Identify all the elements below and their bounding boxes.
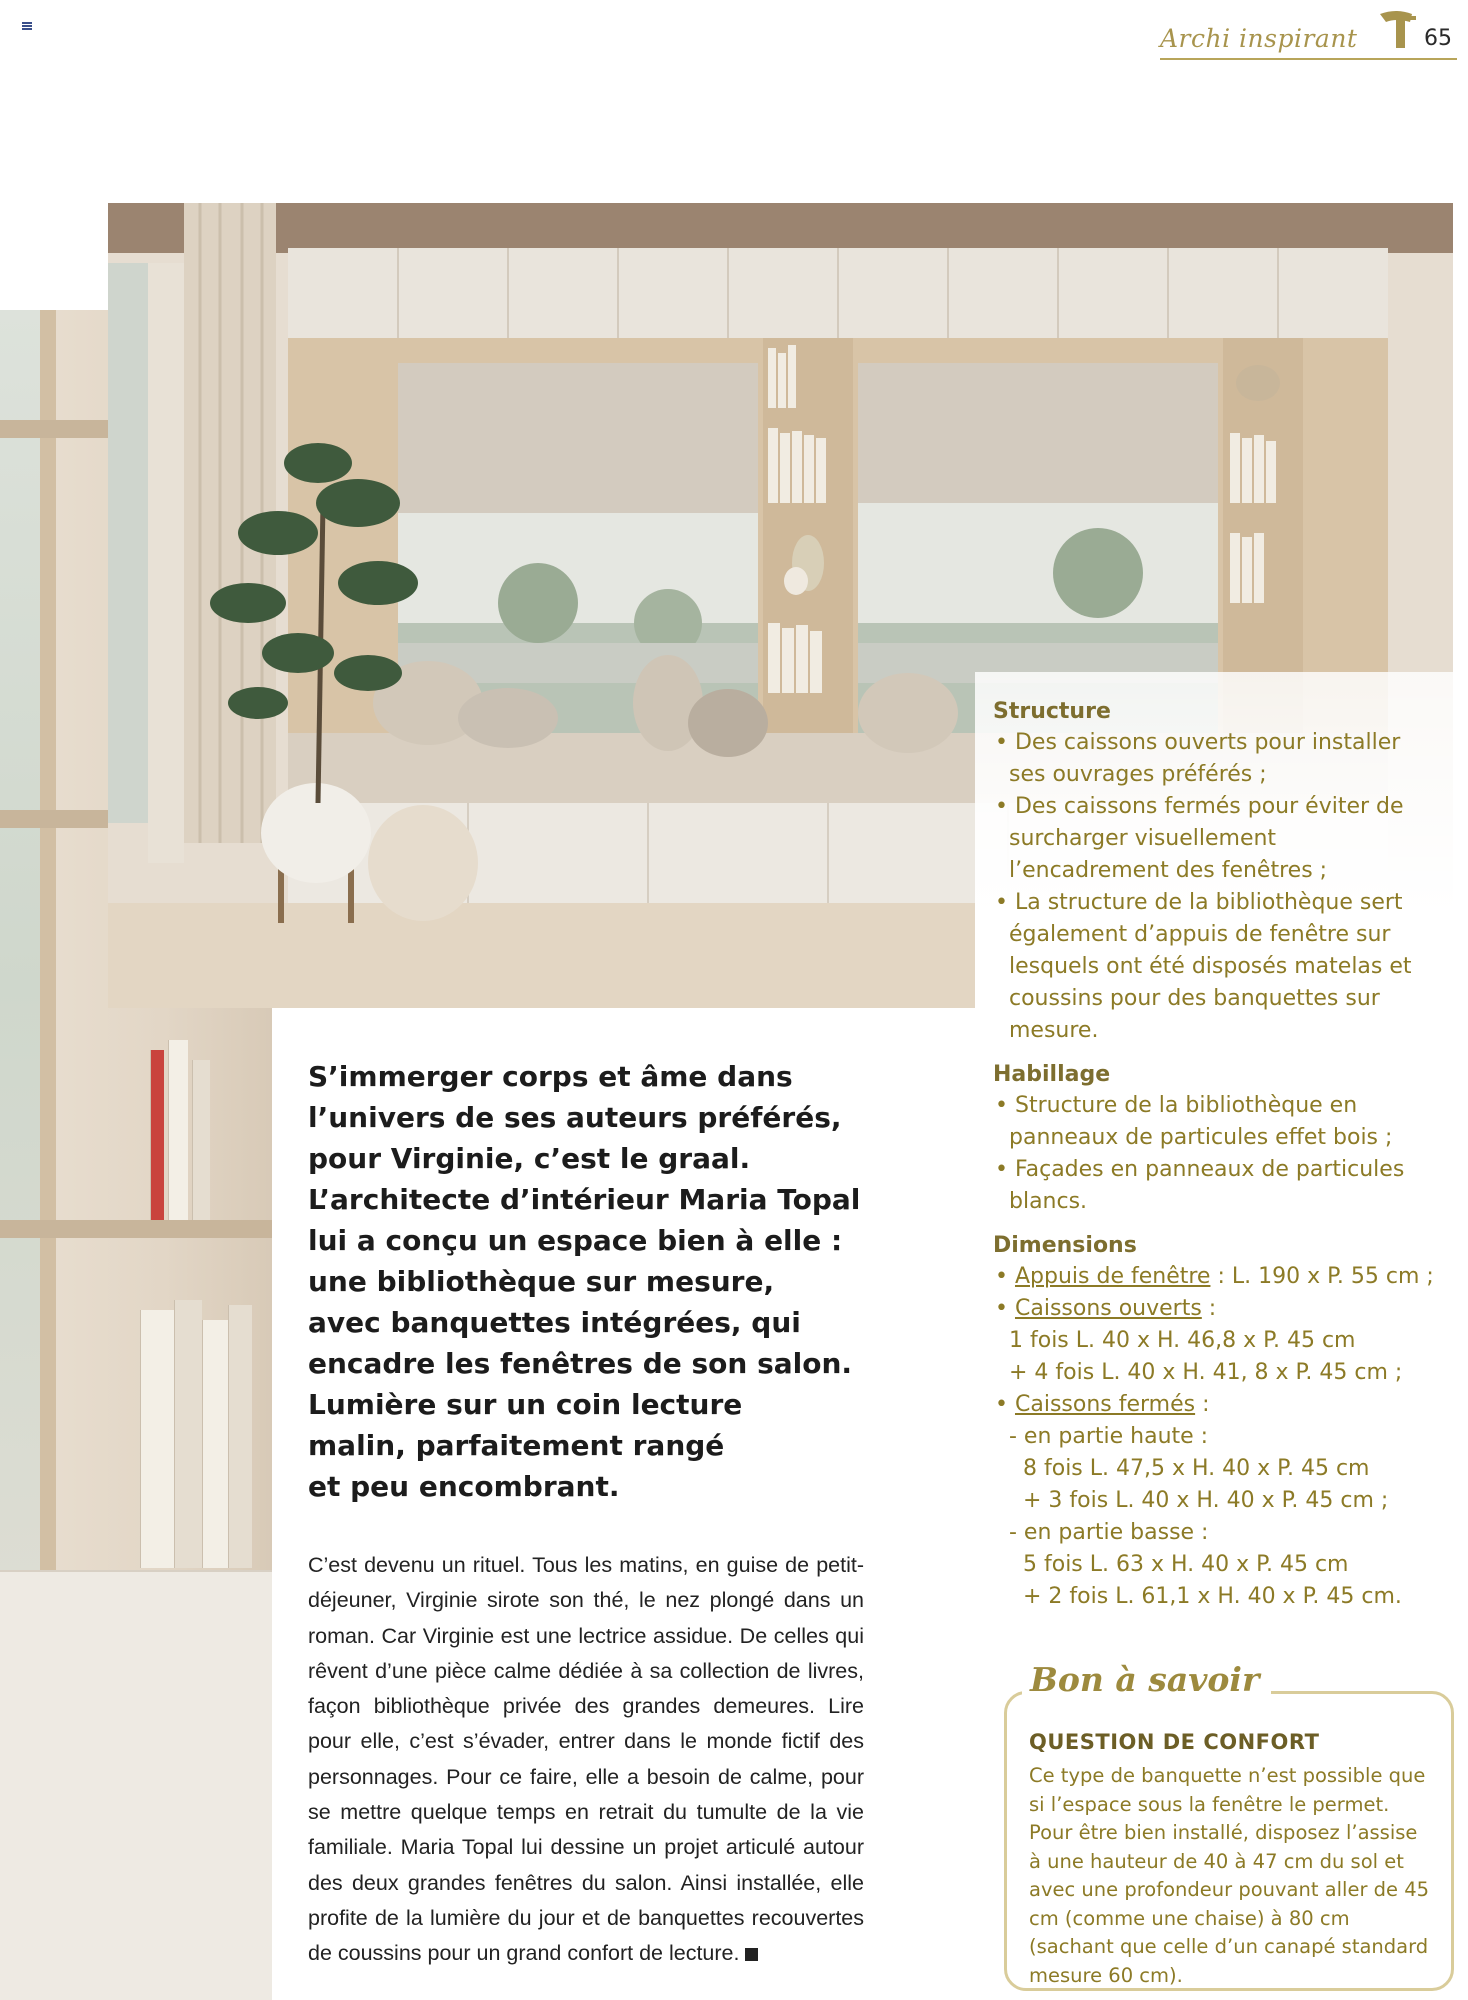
basse-line-2: + 2 fois L. 61,1 x H. 40 x P. 45 cm. [1023, 1584, 1402, 1609]
appuis-value: : L. 190 x P. 55 cm ; [1210, 1264, 1434, 1289]
basse-line-1: 5 fois L. 63 x H. 40 x P. 45 cm [1023, 1552, 1349, 1577]
haute-line-1: 8 fois L. 47,5 x H. 40 x P. 45 cm [1023, 1456, 1370, 1481]
end-mark-icon [745, 1948, 758, 1961]
dimensions-title: Dimensions [993, 1233, 1137, 1258]
appuis-label: Appuis de fenêtre [1014, 1264, 1211, 1289]
intro-line: l’univers de ses auteurs préférés, [308, 1101, 842, 1134]
dimensions-list-fermes [993, 1389, 1435, 1421]
ouverts-line-2: + 4 fois L. 40 x H. 41, 8 x P. 45 cm ; [1009, 1360, 1403, 1385]
list-item: • Des caissons ouverts pour installer ses ouvrages préférés ; [993, 727, 1435, 791]
intro-line: et peu encombrant. [308, 1470, 620, 1503]
fermes-suffix: : [1195, 1392, 1210, 1417]
hand-drill-icon [1372, 6, 1420, 52]
dimension-ouverts [993, 1293, 1435, 1325]
intro-line: pour Virginie, c’est le graal. [308, 1142, 751, 1175]
section-rubric: Archi inspirant [1160, 24, 1358, 53]
tip-box [1004, 1691, 1454, 1991]
article-body [308, 1548, 864, 1972]
header-rule [1160, 58, 1457, 60]
haute-line-2: + 3 fois L. 40 x H. 40 x P. 45 cm ; [1023, 1488, 1389, 1513]
ouverts-suffix: : [1201, 1296, 1217, 1321]
menu-icon[interactable] [22, 22, 32, 30]
dimension-appuis [993, 1261, 1435, 1293]
dimensions-list [993, 1261, 1435, 1325]
ouverts-label: Caissons ouverts [1014, 1296, 1202, 1321]
intro-line: Lumière sur un coin lecture [308, 1388, 743, 1421]
intro-line: une bibliothèque sur mesure, [308, 1265, 775, 1298]
intro-line: malin, parfaitement rangé [308, 1429, 725, 1462]
list-item: • Des caissons fermés pour éviter de surcharger visuellement l’encadrement des fenêtres ; [993, 791, 1435, 887]
tip-heading: Bon à savoir [1022, 1660, 1271, 1699]
intro-line: encadre les fenêtres de son salon. [308, 1347, 853, 1380]
tip-text: Ce type de banquette n’est possible que si l’espace sous la fenêtre le permet. Pour être bien installé, disposez l’assise à une hauteur de 40 à 47 cm du sol et avec une profondeur pouvant aller de 45 cm (comme une chaise) à 80 cm (sachant que celle d’un canapé standard mesure 60 cm). [1029, 1764, 1430, 1987]
intro-line: S’immerger corps et âme dans [308, 1060, 793, 1093]
basse-label: - en partie basse : [1009, 1520, 1209, 1545]
list-item: • La structure de la bibliothèque sert également d’appuis de fenêtre sur lesquels ont été disposés matelas et coussins pour des banquettes sur mesure. [993, 887, 1435, 1047]
list-item: • Structure de la bibliothèque en panneaux de particules effet bois ; [993, 1090, 1435, 1154]
tip-subtitle: QUESTION DE CONFORT [1029, 1730, 1320, 1754]
structure-list [993, 727, 1435, 1047]
intro-line: avec banquettes intégrées, qui [308, 1306, 801, 1339]
fermes-label: Caissons fermés [1014, 1392, 1196, 1417]
body-paragraph: C’est devenu un rituel. Tous les matins, en guise de petit-déjeuner, Virginie sirote son thé, le nez plongé dans un roman. Car Virginie est une lectrice assidue. De celles qui rêvent d’une pièce calme dédiée à sa collection de livres, façon bibliothèque privée des grandes demeures. Lire pour elle, c’est s’évader, entrer dans le monde fictif des personnages. Pour ce faire, elle a besoin de calme, pour se mettre quelque temps en retrait du tumulte de la vie familiale. Maria Topal lui dessine un projet articulé autour des deux grandes fenêtres du salon. Ainsi installée, elle profite de la lumière du jour et de banquettes recouvertes de coussins pour un grand confort de lecture. [308, 1553, 864, 1966]
intro-line: L’architecte d’intérieur Maria Topal [308, 1183, 861, 1216]
list-item: • Façades en panneaux de particules blancs. [993, 1154, 1435, 1218]
haute-label: - en partie haute : [1009, 1424, 1209, 1449]
habillage-title: Habillage [993, 1062, 1111, 1087]
page-number: 65 [1424, 26, 1452, 51]
habillage-list [993, 1090, 1435, 1218]
structure-title: Structure [993, 699, 1111, 724]
article-intro [308, 1056, 868, 1507]
dimension-fermes [993, 1389, 1435, 1421]
specifications-panel [975, 672, 1453, 1676]
intro-line: lui a conçu un espace bien à elle : [308, 1224, 843, 1257]
ouverts-line-1: 1 fois L. 40 x H. 46,8 x P. 45 cm [1009, 1328, 1356, 1353]
